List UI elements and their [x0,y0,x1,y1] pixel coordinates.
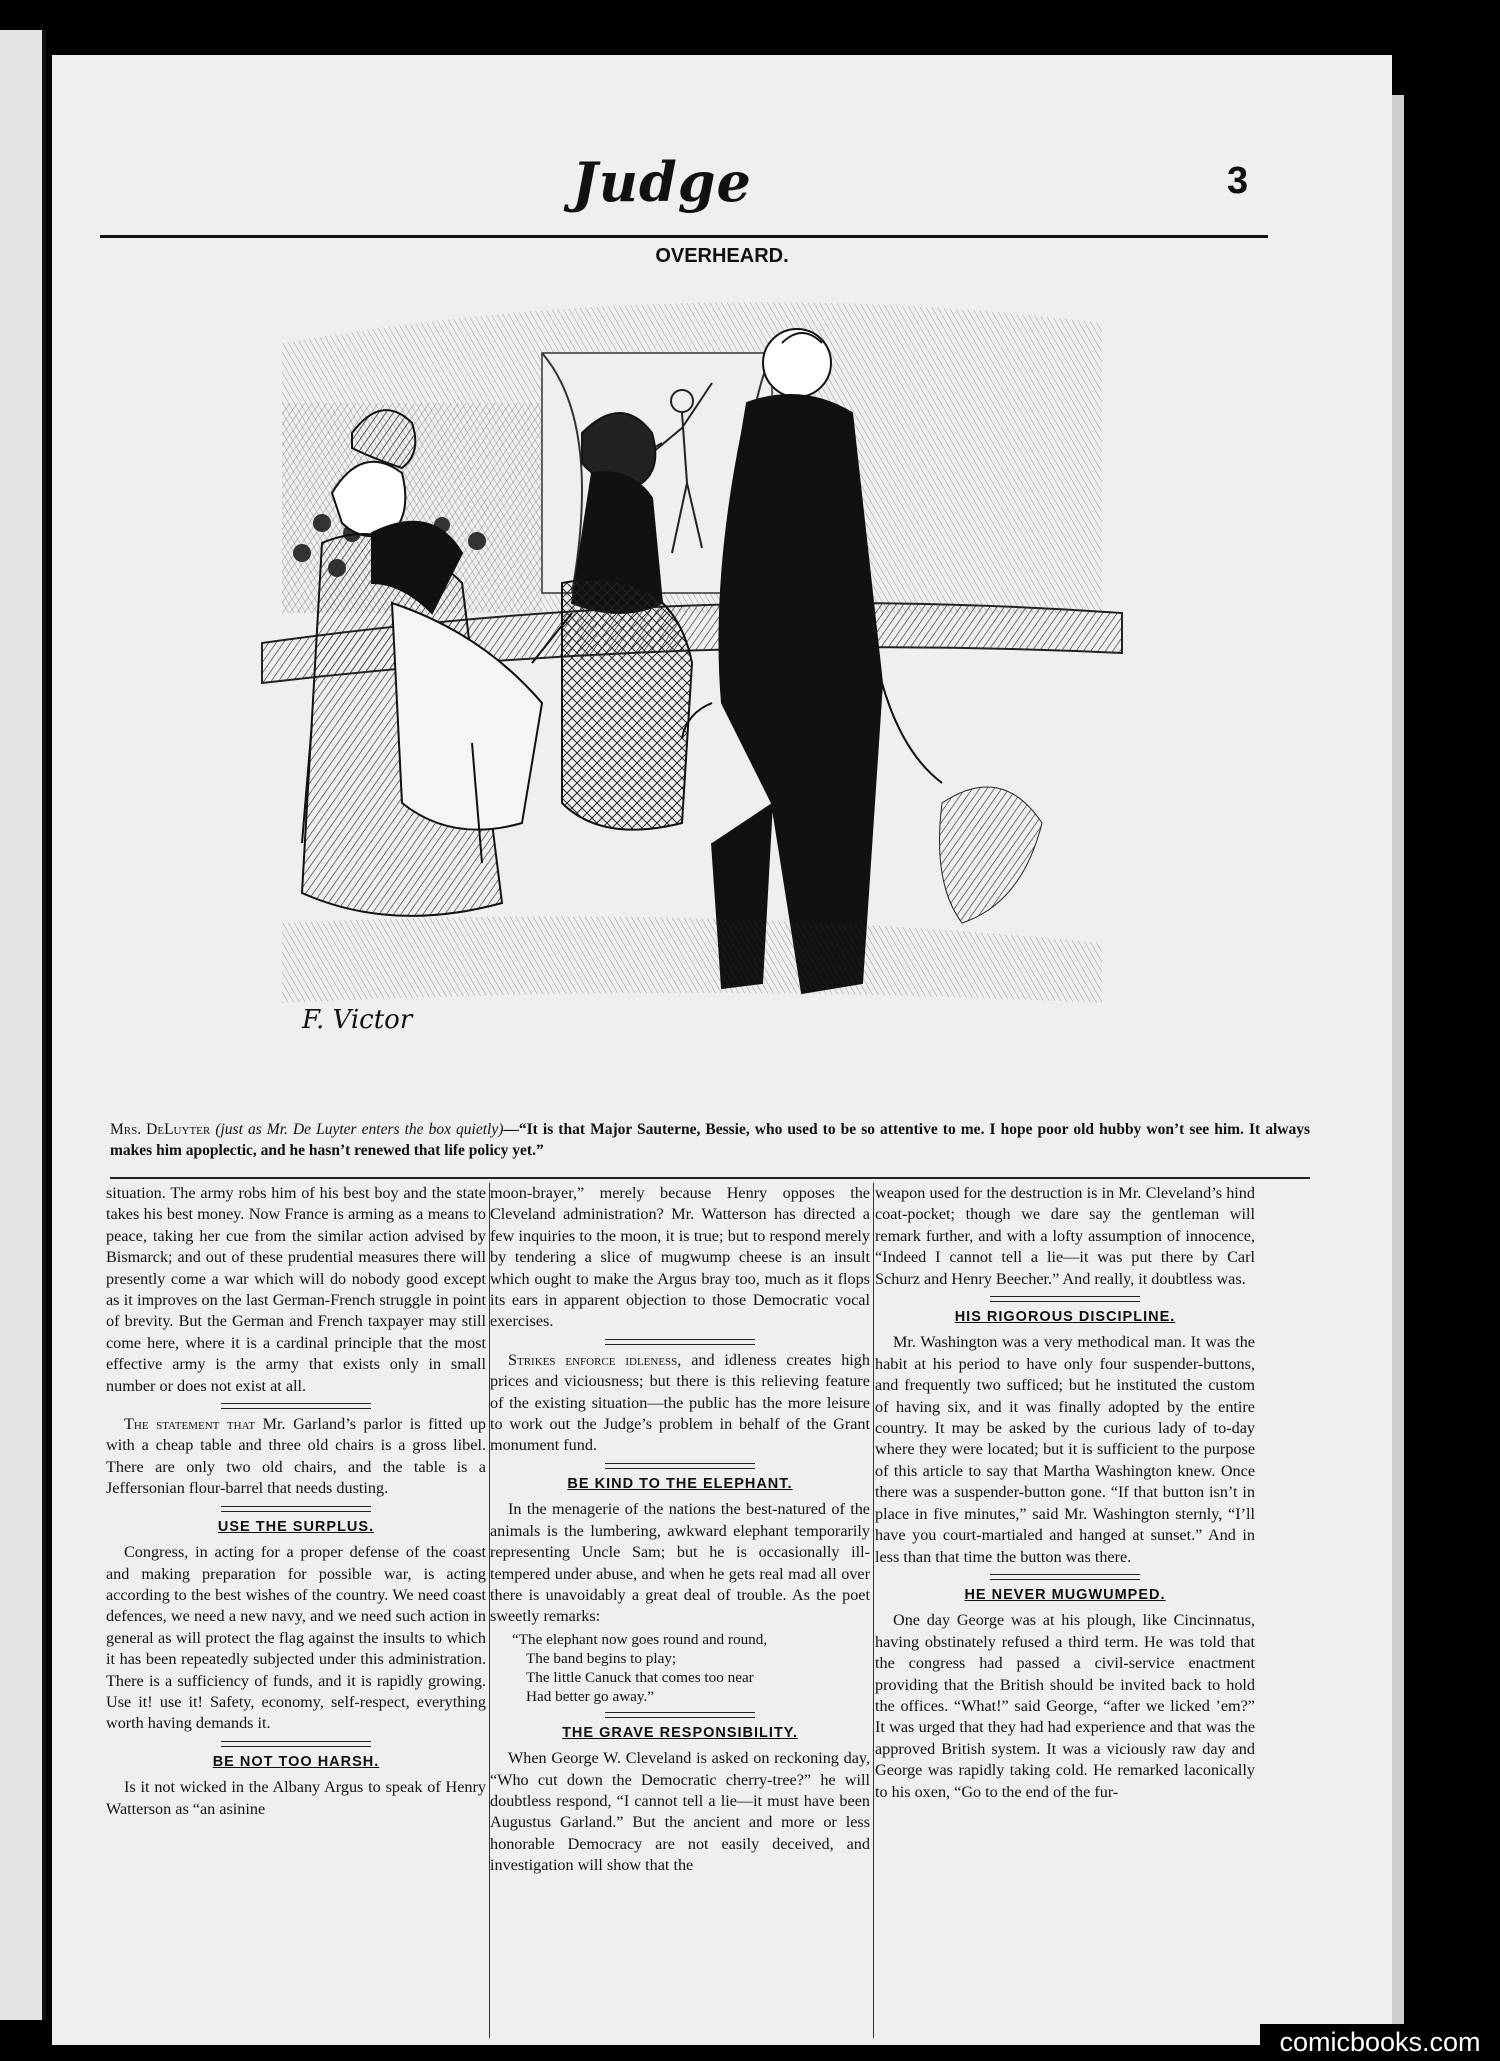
paragraph: situation. The army robs him of his best boy and the state takes his best money. Now France is arming as a means to peace, taking her cue from the similar action advised by Bismarck; and out of these prudential measures there will presently come a war which will do nobody good except as it improves on the last German-French struggle in point of brevity. But the German and French taxpayer may still come here, where it is a cardinal principle that the most effective army is the army that exists only in small number or does not exist at all. [106,1184,486,1395]
theater-box-illustration [242,283,1142,1075]
text-column-2 [490,1183,870,1877]
section-heading: HIS RIGOROUS DISCIPLINE. [954,1309,1176,1326]
verse-line: “The elephant now goes round and round, [512,1630,768,1648]
section-heading: THE GRAVE RESPONSIBILITY. [562,1724,798,1741]
left-page-edge [0,30,46,2020]
caption-stage-direction: (just as Mr. De Luyter enters the box quietly) [215,1121,504,1138]
paragraph-body: and idleness creates high prices and viciousness; but there is this relieving feature of the existing situation—the public has the more leisure to work out the Judge’s problem in behalf of the Grant monument fund. [490,1350,870,1455]
section-heading: BE NOT TOO HARSH. [212,1753,380,1770]
paragraph-body: Mr. Garland’s parlor is fitted up with a cheap table and three old chairs is a gross libel. There are only two old chairs, and the table is a Jeffersonian flour-barrel that needs dusting. [106,1415,486,1498]
section-heading: HE NEVER MUGWUMPED. [964,1586,1166,1603]
magazine-page [52,55,1392,2045]
column-divider [873,1183,874,2038]
verse-line: Had better go away.” [526,1687,655,1705]
section-rule [221,1741,371,1747]
paragraph: moon-brayer,” merely because Henry opposes the Cleveland administration? Mr. Watterson has directed a few inquiries to the moon, it is true; but to respond merely by tendering a slice of mugwump cheese is an insult which ought to make the Argus bray too, much as it flops its ears in apparent objection to those Democratic vocal exercises. [490,1184,870,1331]
site-watermark: comicbooks.com [1260,2024,1500,2061]
paragraph: Congress, in acting for a proper defense of the coast and making preparation for possible war, is acting according to the best wishes of the country. We need coast defences, we need a new navy, and we need such action in general as will protect the flag against the insults to which it has been repeatedly subjected under this administration. There is a sufficiency of funds, and it is rapidly growing. Use it! use it! Safety, economy, self-respect, everything worth having demands it. [106,1543,486,1733]
verse-line: The little Canuck that comes too near [526,1668,754,1686]
lead-in: Strikes enforce idleness, [508,1350,682,1369]
text-column-1 [106,1183,486,1820]
flower-bouquet [940,787,1043,923]
section-heading: USE THE SURPLUS. [217,1518,375,1535]
page-number: 3 [1227,160,1249,202]
section-rule [990,1296,1140,1302]
page-edge [1392,95,1404,2025]
section-rule [221,1403,371,1409]
paragraph [106,1414,486,1500]
caption-speaker: Mrs. DeLuyter [110,1121,211,1138]
section-rule [221,1506,371,1512]
text-column-3 [875,1183,1255,1803]
paragraph: In the menagerie of the nations the best-natured of the animals is the lumbering, awkward elephant temporarily representing Uncle Sam; but he is occasionally ill-tempered under abuse, and when he gets real mad all over there is unavoidably a great deal of trouble. As the poet sweetly remarks: [490,1500,870,1626]
lead-in: The statement that [124,1415,256,1434]
section-heading: BE KIND TO THE ELEPHANT. [567,1475,793,1492]
section-rule [605,1463,755,1469]
paragraph: Is it not wicked in the Albany Argus to speak of Henry Watterson as “an asinine [106,1778,486,1818]
caption-rule [110,1177,1310,1179]
illustration-caption [110,1119,1310,1161]
section-rule [605,1712,755,1718]
masthead: Judge [572,150,752,214]
header-rule [100,235,1268,238]
section-rule [990,1574,1140,1580]
paragraph: Mr. Washington was a very methodical man. It was the habit at his period to have only four suspender-buttons, and frequently two sufficed; but he instituted the custom of having six, and it was finally adopted by the entire country. It may be asked by the curious lady of to-day where they were located; but it is sufficient to the purpose of this article to say that Martha Washington knew. Once there was a suspender-button gone. “If that button isn’t in place in five minutes,” said Mr. Washington sternly, “I’ll have you court-martialed and hanged at sunset.” And in less than that time the button was there. [875,1333,1255,1566]
illustration-title: OVERHEARD. [655,245,789,267]
paragraph: When George W. Cleveland is asked on reckoning day, “Who cut down the Democratic cherry-tree?” he will doubtless respond, “I cannot tell a lie—it must have been Augustus Garland.” But the ancient and more or less honorable Democracy are not easily deceived, and investigation will show that the [490,1749,870,1875]
caption-text: —“It is that Major Sauterne, Bessie, who used to be so attentive to me. I hope poor old hubby won’t see him. It always makes him apoplectic, and he hasn’t renewed that life policy yet.” [110,1121,1311,1159]
verse-line: The band begins to play; [526,1649,677,1667]
artist-signature: F. Victor [302,1005,413,1035]
floor-shading [282,916,1102,1003]
paragraph [490,1350,870,1457]
paragraph: One day George was at his plough, like Cincinnatus, having obstinately refused a third term. He was told that the congress had passed a civil-service enactment providing that the British should be invited back to hold the offices. “What!” said George, “after we licked ’em?” It was urged that they had had experience and that was the approved British system. It was a viciously raw day and George was rapidly taking cold. He remarked laconically to his oxen, “Go to the end of the fur- [875,1611,1255,1801]
poem-verse [512,1630,870,1706]
section-rule [605,1339,755,1345]
paragraph: weapon used for the destruction is in Mr. Cleveland’s hind coat-pocket; though we dare say the gentleman will remark further, and with a lofty assumption of innocence, “Indeed I cannot tell a lie—it was put there by Carl Schurz and Henry Beecher.” And really, it doubtless was. [875,1184,1255,1288]
